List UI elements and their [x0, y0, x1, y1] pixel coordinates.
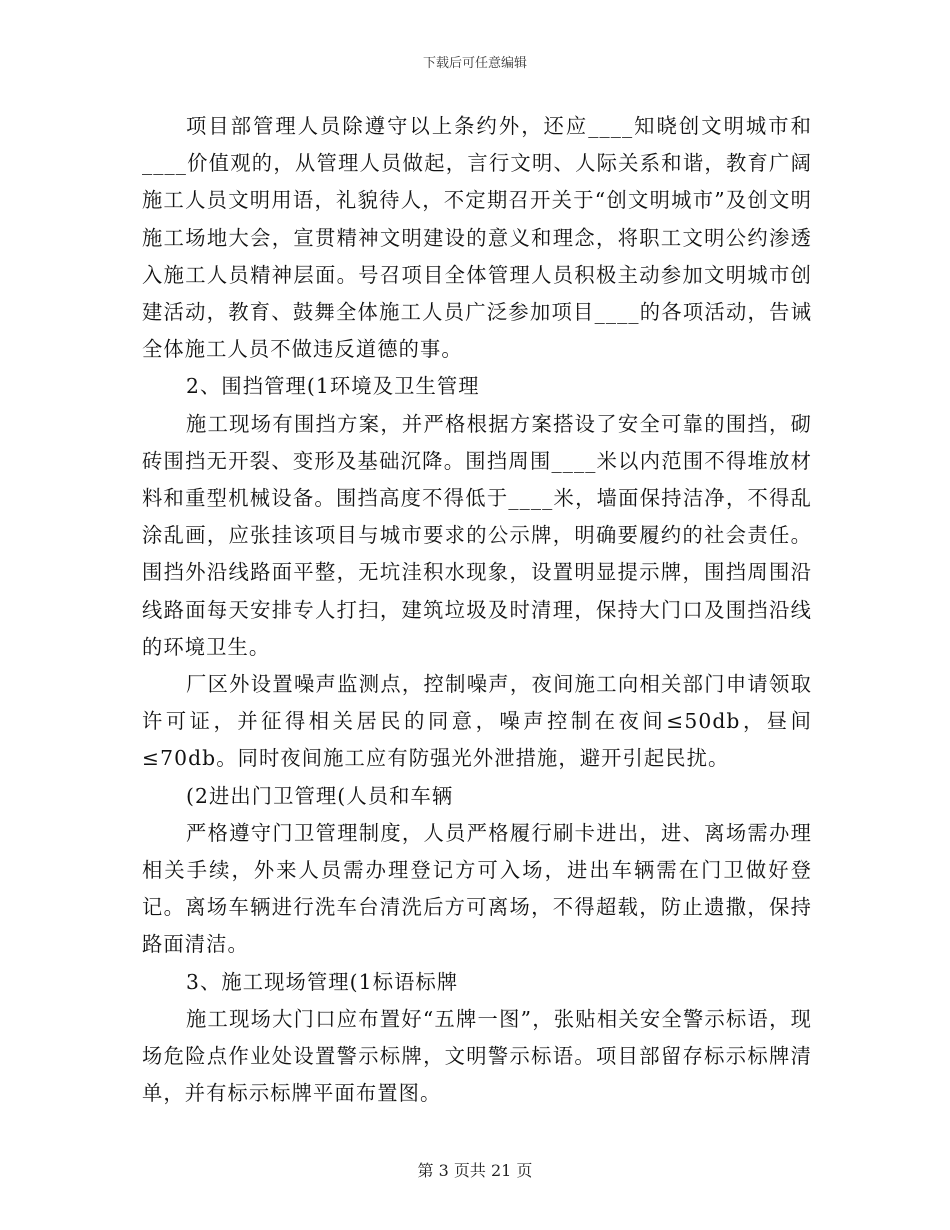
- paragraph-gate: 严格遵守门卫管理制度，人员严格履行刷卡进出，进、离场需办理相关手续，外来人员需办理登记方可入场，进出车辆需在门卫做好登记。离场车辆进行洗车台清洗后方可离场，不得超载，防止遗撒，保持路面清洁。: [142, 820, 812, 957]
- heading-gate-management: (2进出门卫管理(人员和车辆: [186, 783, 454, 808]
- paragraph-hoarding: 施工现场有围挡方案，并严格根据方案搭设了安全可靠的围挡，砌砖围挡无开裂、变形及基础沉降。围挡周围____米以内范围不得堆放材料和重型机械设备。围挡高度不得低于____米，墙面保持洁净，不得乱涂乱画，应张挂该项目与城市要求的公示牌，明确要履约的社会责任。围挡外沿线路面平整，无坑洼积水现象，设置明显提示牌，围挡周围沿线路面每天安排专人打扫，建筑垃圾及时清理，保持大门口及围挡沿线的环境卫生。: [142, 411, 812, 659]
- paragraph-civilization: 项目部管理人员除遵守以上条约外，还应____知晓创文明城市和____价值观的，从管理人员做起，言行文明、人际关系和谐，教育广阔施工人员文明用语，礼貌待人，不定期召开关于“创文明城市”及创文明施工场地大会，宣贯精神文明建设的意义和理念，将职工文明公约渗透入施工人员精神层面。号召项目全体管理人员积极主动参加文明城市创建活动，教育、鼓舞全体施工人员广泛参加项目____的各项活动，告诫全体施工人员不做违反道德的事。: [142, 114, 812, 362]
- page-header: 下载后可任意编辑: [422, 56, 527, 71]
- heading-site-management: 3、施工现场管理(1标语标牌: [186, 969, 459, 994]
- document-body: [142, 108, 812, 1112]
- paragraph-noise: 厂区外设置噪声监测点，控制噪声，夜间施工向相关部门申请领取许可证，并征得相关居民的同意，噪声控制在夜间≤50db，昼间≤70db。同时夜间施工应有防强光外泄措施，避开引起民扰。: [142, 672, 812, 771]
- page-number: 第 3 页共 21 页: [417, 1161, 533, 1180]
- heading-hoarding-management: 2、围挡管理(1环境及卫生管理: [186, 374, 480, 399]
- paragraph-signage: 施工现场大门口应布置好“五牌一图”，张贴相关安全警示标语，现场危险点作业处设置警示标牌，文明警示标语。项目部留存标示标牌清单，并有标示标牌平面布置图。: [142, 1006, 812, 1106]
